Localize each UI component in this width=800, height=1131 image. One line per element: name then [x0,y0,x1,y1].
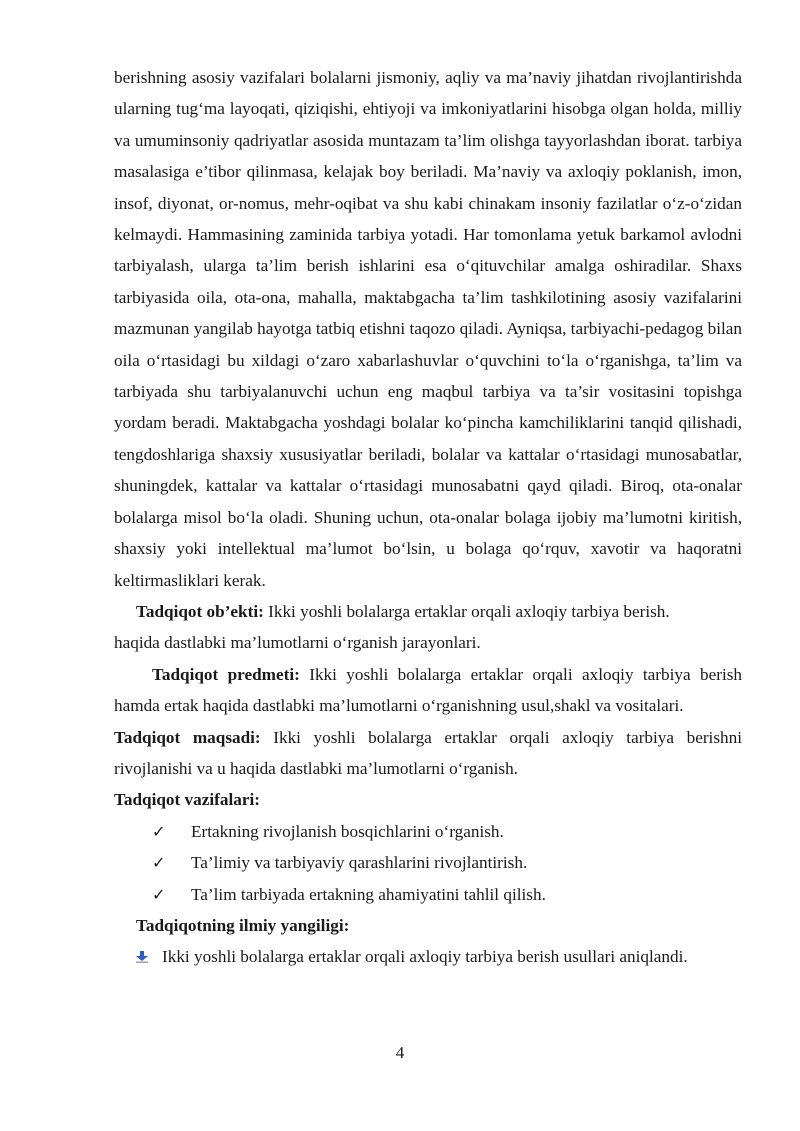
checkmark-icon: ✓ [152,853,166,873]
task-text: Ta’lim tarbiyada ertakning ahamiyatini tahlil qilish. [191,884,546,904]
research-object [114,596,742,627]
research-object-label: Tadqiqot ob’ekti: [136,601,264,621]
down-arrow-bullet-icon [136,951,148,963]
list-item [114,941,742,972]
checkmark-icon: ✓ [152,821,166,841]
research-tasks-label: Tadqiqot vazifalari: [114,790,260,810]
task-text: Ta’limiy va tarbiyaviy qarashlarini rivojlantirish. [191,853,528,873]
body-paragraph: berishning asosiy vazifalari bolalarni jismoniy, aqliy va ma’naviy jihatdan rivojlantirishda ularning tug‘ma layoqati, qiziqishi, ehtiyoji va imkoniyatlarini hisobga olgan holda, milliy va umuminsoniy qadriyatlar asosida muntazam ta’lim olishga tayyorlashdan iborat. tarbiya masalasiga e’tibor qilinmasa, kelajak boy beriladi. Ma’naviy va axloqiy poklanish, imon, insof, diyonat, or-nomus, mehr-oqibat va shu kabi chinakam insoniy fazilatlar o‘z-o‘zidan kelmaydi. Hammasining zaminida tarbiya yotadi. Har tomonlama yetuk barkamol avlodni tarbiyalash, ularga ta’lim berish ishlarini esa o‘qituvchilar amalga oshiradilar. Shaxs tarbiyasida oila, ota-ona, mahalla, maktabgacha ta’lim tashkilotining asosiy vazifalarini mazmunan yangilab hayotga tatbiq etishni taqozo qiladi. Ayniqsa, tarbiyachi-pedagog bilan oila o‘rtasidagi bu xildagi o‘zaro xabarlashuvlar o‘quvchini to‘la o‘rganishga, ta’lim va tarbiyada shu tarbiyalanuvchi uchun eng maqbul tarbiya va ta’sir vositasini topishga yordam beradi. Maktabgacha yoshdagi bolalar ko‘pincha kamchiliklarini tanqid qilishadi, tengdoshlariga shaxsiy xususiyatlar beriladi, bolalar va kattalar o‘rtasidagi munosabatlar, shuningdek, kattalar va kattalar o‘rtasidagi munosabatni qayd qiladi. Biroq, ota-onalar bolalarga misol bo‘la oladi. Shuning uchun, ota-onalar bolaga ijobiy ma’lumotni kiritish, shaxsiy yoki intellektual ma’lumot bo‘lsin, u bolaga qo‘rquv, xavotir va haqoratni keltirmasliklari kerak. [114,68,742,590]
research-purpose [114,722,742,785]
research-subject-label: Tadqiqot predmeti: [152,664,300,684]
novelty-heading [114,910,742,941]
list-item [114,847,742,878]
research-purpose-label: Tadqiqot maqsadi: [114,727,261,747]
checkmark-icon: ✓ [152,884,166,904]
research-tasks-heading [114,784,742,815]
task-text: Ertakning rivojlanish bosqichlarini o‘rganish. [191,821,504,841]
research-tasks-list [114,816,742,910]
research-subject-text: Ikki yoshli bolalarga ertaklar orqali axloqiy tarbiya berish hamda ertak haqida dastlabki ma’lumotlarni o‘rganishning usul,shakl va vositalari. [114,664,742,716]
novelty-label: Tadqiqotning ilmiy yangiligi: [136,915,350,935]
list-item [114,879,742,910]
research-object-continuation: haqida dastlabki ma’lumotlarni o‘rganish jarayonlari. [114,633,481,653]
research-object-text: Ikki yoshli bolalarga ertaklar orqali axloqiy tarbiya berish. [263,601,670,621]
page-number: 4 [395,1043,405,1062]
page-body [114,62,742,973]
novelty-text: Ikki yoshli bolalarga ertaklar orqali axloqiy tarbiya berish usullari aniqlandi. [162,947,688,967]
research-purpose-text: Ikki yoshli bolalarga ertaklar orqali axloqiy tarbiya berishni rivojlanishi va u haqida dastlabki ma’lumotlarni o‘rganish. [114,727,742,778]
list-item [114,816,742,847]
research-subject [114,659,742,722]
